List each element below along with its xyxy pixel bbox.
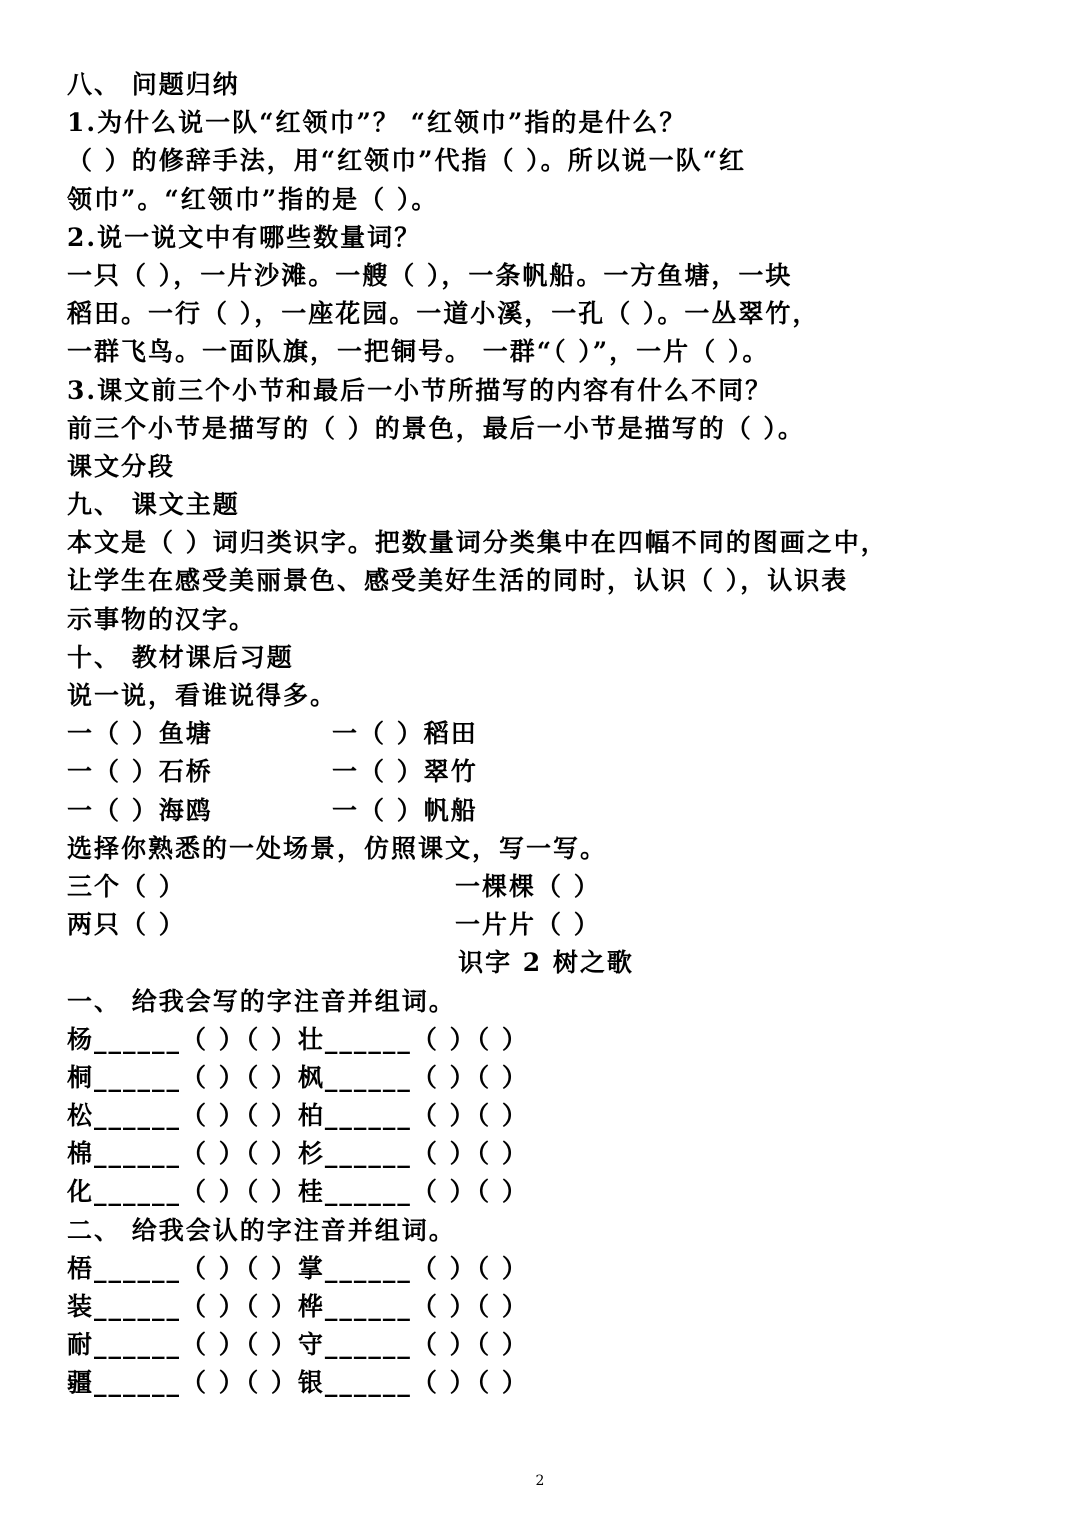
read-char-row: 装______（ ）（ ）桦______（ ）（ ） [67,1292,529,1321]
measure-word-item: 一（ ）稻田 [332,719,478,749]
section-8-heading: 八、 问题归纳 [67,70,240,99]
measure-word-item: 一（ ）帆船 [332,795,478,825]
write-char-row: 松______（ ）（ ）柏______（ ）（ ） [67,1101,529,1131]
fill-in-row [67,906,1017,944]
read-char-row: 疆______（ ）（ ）银______（ ）（ ） [67,1368,529,1398]
write-char-row: 杨______（ ）（ ）壮______（ ）（ ） [67,1024,529,1054]
exercise-prompt-1: 说一说，看谁说得多。 [67,681,338,710]
fill-in-item: 三个（ ） [67,871,186,901]
answer-2-line-2: 稻田。一行（ ），一座花园。一道小溪，一孔（ ）。一丛翠竹， [67,299,820,329]
lesson-2-heading-2: 二、 给我会认的字注音并组词。 [67,1215,456,1245]
section-10-heading: 十、 教材课后习题 [67,642,294,672]
answer-1-line-1: （ ）的修辞手法，用“红领巾”代指（ ）。所以说一队“红 [67,146,747,176]
answer-1-line-2: 领巾”。“红领巾”指的是（ ）。 [67,184,439,214]
lesson-2-title: 识字 2 树之歌 [458,948,634,978]
write-char-row: 化______（ ）（ ）桂______（ ）（ ） [67,1177,529,1207]
measure-word-item: 一（ ）翠竹 [332,757,478,787]
measure-word-item: 一（ ）鱼塘 [67,719,213,749]
read-char-row: 耐______（ ）（ ）守______（ ）（ ） [67,1330,529,1360]
measure-word-row [67,753,1017,791]
fill-in-item: 一棵棵（ ） [455,871,601,901]
fill-in-item: 一片片（ ） [455,910,601,940]
answer-2-line-1: 一只（ ），一片沙滩。一艘（ ），一条帆船。一方鱼塘，一块 [67,260,793,290]
fill-in-item: 两只（ ） [67,910,186,940]
theme-line-3: 示事物的汉字。 [67,604,257,634]
exercise-prompt-2: 选择你熟悉的一处场景，仿照课文，写一写。 [67,833,608,863]
measure-word-row [67,792,1017,830]
page-number: 2 [535,1473,545,1489]
answer-2-line-3: 一群飞鸟。一面队旗，一把铜号。 一群“（ ）”，一片（ ）。 [67,337,770,367]
theme-line-1: 本文是（ ）词归类识字。把数量词分类集中在四幅不同的图画之中， [67,528,888,558]
question-2: 2.说一说文中有哪些数量词？ [67,222,422,252]
theme-line-2: 让学生在感受美丽景色、感受美好生活的同时，认识（ ），认识表 [67,566,849,596]
segment-label: 课文分段 [67,451,176,481]
answer-3: 前三个小节是描写的（ ）的景色，最后一小节是描写的（ ）。 [67,413,805,443]
read-char-row: 梧______（ ）（ ）掌______（ ）（ ） [67,1253,529,1283]
lesson-2-heading-1: 一、 给我会写的字注音并组词。 [67,986,456,1016]
measure-word-item: 一（ ）石桥 [67,757,213,787]
measure-word-row [67,715,1017,753]
write-char-row: 棉______（ ）（ ）杉______（ ）（ ） [67,1139,529,1169]
write-char-row: 桐______（ ）（ ）枫______（ ）（ ） [67,1062,529,1092]
question-1: 1.为什么说一队“红领巾”？ “红领巾”指的是什么？ [67,108,687,138]
question-3: 3.课文前三个小节和最后一小节所描写的内容有什么不同？ [67,375,773,405]
worksheet-content [67,66,1017,1403]
section-9-heading: 九、 课文主题 [67,490,240,520]
fill-in-row [67,868,1017,906]
measure-word-item: 一（ ）海鸥 [67,795,213,825]
